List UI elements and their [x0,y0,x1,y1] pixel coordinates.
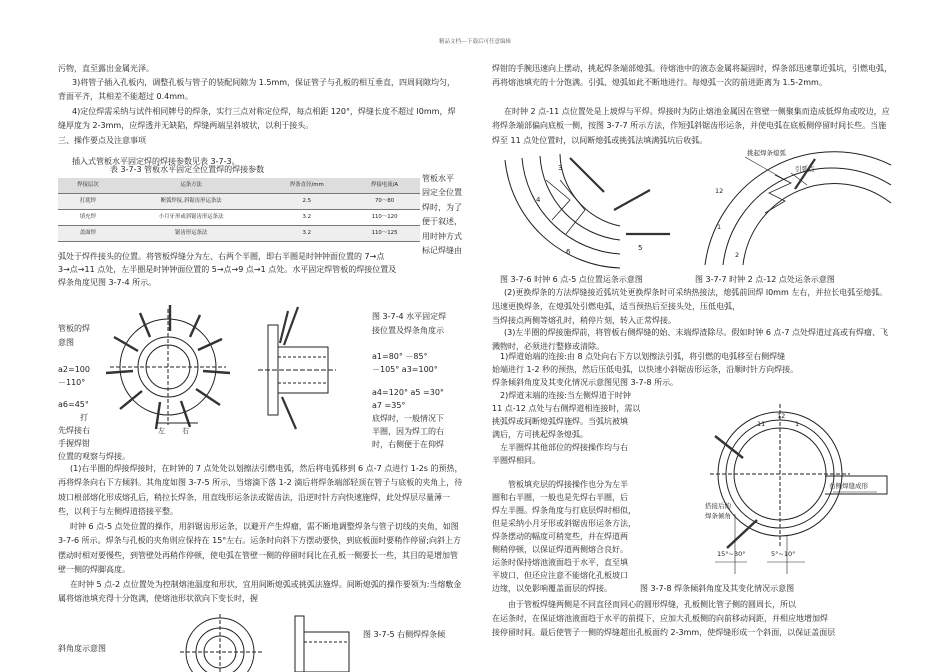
fig7-num: 1 [717,223,722,231]
fill-layer-line: 边缘，以免影响覆盖面层的焊接。 [492,584,612,593]
end-joint-line: 挑弧焊或间断熄弧焊施焊。当弧坑被填 [492,417,628,426]
welding-params-table [58,178,420,242]
table-row [58,194,420,210]
right-half-paragraph: (1)右半圈的焊接焊接时，在时钟的 7 点处处以划擦法引燃电弧，然后将电弧移到 6 点-7 点进行 1-2s 的预热，再将焊条向右下方倾斜。其角度如图 3-7-5 所示，当熔滴下落 1-2 滴后将焊条端部轻顶在管子与底板的夹角上，待坡口根部熔化形成熔孔后，稍拉长焊条，用直线形运条法或锯齿法，沿逆时针方向快速施焊，此处焊层尽量薄一些，以利于与左侧焊道搭接平整。 [58,464,463,517]
side-text-block [422,172,472,258]
fig4-caption-line: 接位置及焊条角度示 [372,326,444,335]
intro-text: 污物，直至露出金属光泽。 [58,64,154,73]
end-paragraph-line: 由于管板焊缝两侧是不同直径而同心的圆形焊缝，孔板侧比管子侧的圆周长，所以 [508,600,796,609]
table-cell: 70～80 [349,194,420,210]
fig5-tilt-diagram [160,612,355,672]
side-text-line: 管板水平 [422,174,454,183]
clock-5-2-paragraph: 在时钟 5 点-2 点位置处为控制熔池温度和形状，宜用间断熄弧或挑弧法施焊。间断熄弧的操作要领为:当熔敷金属将熔池填充得十分饱满，使熔池形状欲向下变长时，握 [58,580,462,604]
fig7-num: 12 [715,187,724,195]
fig4-clock-diagram [98,305,253,435]
fig8-joined-angle-label: 搭接后的 [705,502,731,510]
table-row [58,210,420,226]
start-joint-line: 1)焊道始端的连接:由 8 点处向右下方以划擦法引弧，将引燃的电弧移至右侧焊缝 [500,352,786,361]
end-paragraph-line: 接停留时间。最后使管子一侧的焊缝超出孔板面约 2-3mm，使焊缝形成一个斜面，以保证盖面层 [492,628,836,637]
table-intro: 插入式管板水平固定焊的焊接参数见表 3-7-3。 [72,157,240,166]
fig4-left-text: 意图 [58,338,74,347]
fig8-caption: 图 3-7-8 焊条倾斜角度及其变化情况示意图 [640,584,795,593]
fig5-caption-2: 斜角度示意图 [58,644,106,653]
fig8-clock-1: 1 [795,420,800,428]
table-cell: 盖面焊 [58,226,118,242]
electrode-change-paragraph: (2)更换焊条的方法焊缝接近弧坑处更换焊条时可采纳热接法，熄弧前回焊 l0mm 左右，并拉长电弧至熄弧。迅速更换焊条，在熄弧处引燃电弧，适当预热后至接头处，压低电弧， [492,288,888,312]
fig4-dir-right: 右 [182,427,189,435]
table-cell: 3.2 [265,210,350,226]
fig8-angle-right: 5°~10° [771,550,796,558]
fig6-diagram [500,150,680,270]
fill-layer-line: 焊左半圈。焊条角度与打底层焊时相似， [492,506,636,515]
fill-layer-line: 但是采纳小月牙形或斜锯齿形运条方法， [492,519,636,528]
step-3-paragraph: 3)将管子插入孔板内，调整孔板与管子的装配间隙为 1.5mm，保证管子与孔板的相互垂直，四周间隙均匀，背面平齐，其相差不能超过 0.4mm。 [58,78,456,102]
table-caption: 表 3-7-3 管板水平固定全位置焊的焊接参数 [110,165,265,174]
table-cell: 3.2 [265,226,350,242]
fig5-caption: 图 3-7-5 右侧焊焊条倾 [363,630,446,639]
angle-a7-label: a7 =35° [372,401,406,410]
fig8-angle-left: 15°~30° [717,550,746,558]
side-text-line: 便于叙述， [422,217,462,227]
fig8-clock-12: 12 [777,412,786,420]
table-header-cell: 焊条直径/mm [265,178,350,194]
fill-layer-line: 平坡口，但还应注意不能熔化孔板坡口 [492,571,628,580]
table-cell: 锯齿形运条法 [118,226,265,242]
angle-a4-a5-label: a4=120° a5 =30° [372,388,444,397]
fig4-left-text: 管板的焊 [58,324,90,333]
table-cell: 2.5 [265,194,350,210]
table-header-row [58,178,420,194]
electrode-change-paragraph-2: 当焊接点两侧等熔孔时，稍停片刻，转入正常焊接。 [492,316,676,325]
fig7-caption: 图 3-7-7 时钟 2 点-12 点处运条示意图 [695,275,835,284]
fig4-left-text: 打 [80,413,88,422]
step-4-paragraph: 4)定位焊需采纳与试件相同牌号的焊条，实行三点对称定位焊，每点相距 120°，焊缝长度不超过 l0mm，焊缝厚度为 2-3mm，应焊透并无缺陷，焊缝两端呈斜坡状，以利于接头。 [58,107,456,131]
fill-layer-line: 圈和右半圈，一般也是先焊右半圈，后 [492,493,628,502]
fig8-joined-angle-label: 焊条倾角 [705,512,731,520]
angle-a3-label: －105° a3=100° [372,365,438,374]
start-joint-line: 始端进行 1-2 秒的预热，然后压低电弧，以快速小斜锯齿形运条，沿顺时针方向焊接。 [492,365,799,374]
table-row [58,226,420,242]
fig7-label: 引弧点 [795,165,815,173]
fill-layer-line: 焊条摆动的幅度可稍宽些，并在焊道两 [492,532,628,541]
table-cell: 小月牙形或斜锯齿形运条法 [118,210,265,226]
fill-layer-line: 管板填充层的焊接操作也分为左半 [508,480,628,489]
clock-paragraph-line: 3→点→11 点处，左半圈是时钟钟面位置的 5→点→9 点→1 点处。水平固定焊管板的焊接位置及 [58,265,397,274]
table-header-cell: 焊接层次 [58,178,118,194]
angle-a1-label: a1=80° －85° [372,352,428,361]
table-cell: 断弧焊接,斜锯齿形运条法 [118,194,265,210]
left-half-paragraph: (3)左半圈的焊接施焊前，将管板右侧焊缝的始、末端焊渣除尽。假如时钟 6 点-7 点处焊道过高或有焊瘤、飞溅物时，必须进行整修或清除。 [492,328,889,352]
fig6-num: 3 [558,164,563,172]
end-joint-line: 2)焊道末端的连接:当左侧焊道于时钟 [500,391,631,400]
fig6-num: 4 [536,196,541,204]
right-para-a: 焊钳的手腕迅速向上摆动，挑起焊条端部熄弧。待熔池中的液态金属将凝固时，焊条部迅速靠近弧坑，引燃电弧，再将熔池填充的十分饱满。引弧、熄弧如此不断地进行。每熄弧一次的前进距离为 1.5-2mm。 [492,64,892,88]
start-joint-line: 焊条倾斜角度及其变化情况示意图见图 3-7-8 所示。 [492,378,679,387]
fig4-right-text: 底焊时，一般情况下 [372,414,444,423]
table-header-cell: 焊接电流/A [349,178,420,194]
fig8-clock-11: 11 [757,420,766,428]
side-text-line: 固定全位置 [422,188,462,198]
side-text-line: 焊时，为了 [422,202,462,212]
fig6-caption: 图 3-7-6 时钟 6 点-5 点位置运条示意图 [500,275,643,284]
side-text-line: 标记焊缝由 [422,246,462,256]
angle-a6-label: a6=45° [58,400,89,409]
fig8-diagram [705,396,890,578]
fill-layer-line: 运条时保持熔池液面趋于水平，直至填 [492,558,628,567]
table-cell: 填充焊 [58,210,118,226]
pos-obs-text: 位置的观察与焊接。 [58,452,130,461]
end-joint-line: 11 点-12 点处与右侧焊道相连接时，需以 [492,404,641,413]
fig4-right-text: 半圈，因为焊工的右 [372,427,444,436]
clock-paragraph-line: 弧处于焊件接头的位置。将管板焊缝分为左、右两个半圈，即右半圈是时钟钟面位置的 7→点 [58,252,385,261]
end-paragraph-line: 在运条时，在保证熔池液面趋于水平的前提下，应加大孔板侧的向前移动间距，并相应地增加焊 [492,614,828,623]
angle-a2-range: －110° [58,378,86,387]
right-para-b: 在时钟 2 点-11 点位置处是上坡焊与平焊。焊接时为防止熔池金属因在管壁一侧聚集而造成低焊角或咬边，应将焊条端部偏向底板一侧，按图 3-7-7 所示方法，作短弧斜锯齿形运条，并使电弧在底板侧停留时间长些。当施焊至 11 点处位置时，以间断熄弧或挑弧法填满弧坑后收弧。 [492,107,890,145]
fill-layer-line: 侧稍停顿，以保证焊道两侧熔合良好。 [492,545,628,554]
fig7-label: 挑起焊条熄弧 [747,149,786,157]
fig4-dir-left: 左 [158,427,165,435]
fig4-left-text: 手握焊钳 [58,439,90,448]
fig4-section-diagram [258,305,338,435]
fig7-num: 2 [735,251,740,259]
angle-a2-label: a2=100 [58,365,90,374]
side-text-line: 用时钟方式 [422,231,462,241]
page-header: 精品文档---下载后可任意编辑 [439,39,511,45]
end-joint-line: 左半圈焊其他部位的焊接操作均与右 [500,443,628,452]
fig4-right-text: 时，右侧便于在仰焊 [372,440,444,449]
fig8-weld-dir-label: 右侧焊缝成形 [829,482,868,490]
end-joint-line: 满后，方可挑起焊条熄弧。 [492,430,588,439]
fig6-num: 6 [566,248,571,256]
table-cell: 110～120 [349,210,420,226]
clock-6-5-paragraph: 时钟 6 点-5 点处位置的操作，用斜锯齿形运条，以避开产生焊瘤，需不断地调整焊条与管子切线的夹角，如图 3-7-6 所示。焊条与孔板的夹角则应保持在 15°左右。运条时向斜下方摆动要快，到底板面时要稍作停留;向斜上方摆动时相对要慢些，到管壁处再稍作停顿，使电弧在管壁一侧的停留时间比在孔板一侧要长一些，其目的是增加管壁一侧的焊脚高度。 [58,522,461,575]
table-header-cell: 运条方法 [118,178,265,194]
fig4-left-text: 先焊接右 [58,426,90,435]
fig7-diagram [695,145,895,270]
fig6-num: 5 [638,244,643,252]
table-cell: 110～125 [349,226,420,242]
table-cell: 打底焊 [58,194,118,210]
clock-paragraph-line: 焊条角度见图 3-7-4 所示。 [58,278,157,287]
section-heading: 三、操作要点及注意事项 [58,136,146,145]
fig4-caption-line: 图 3-7-4 水平固定焊 [372,312,447,321]
end-joint-line: 半圈焊相同。 [492,456,540,465]
